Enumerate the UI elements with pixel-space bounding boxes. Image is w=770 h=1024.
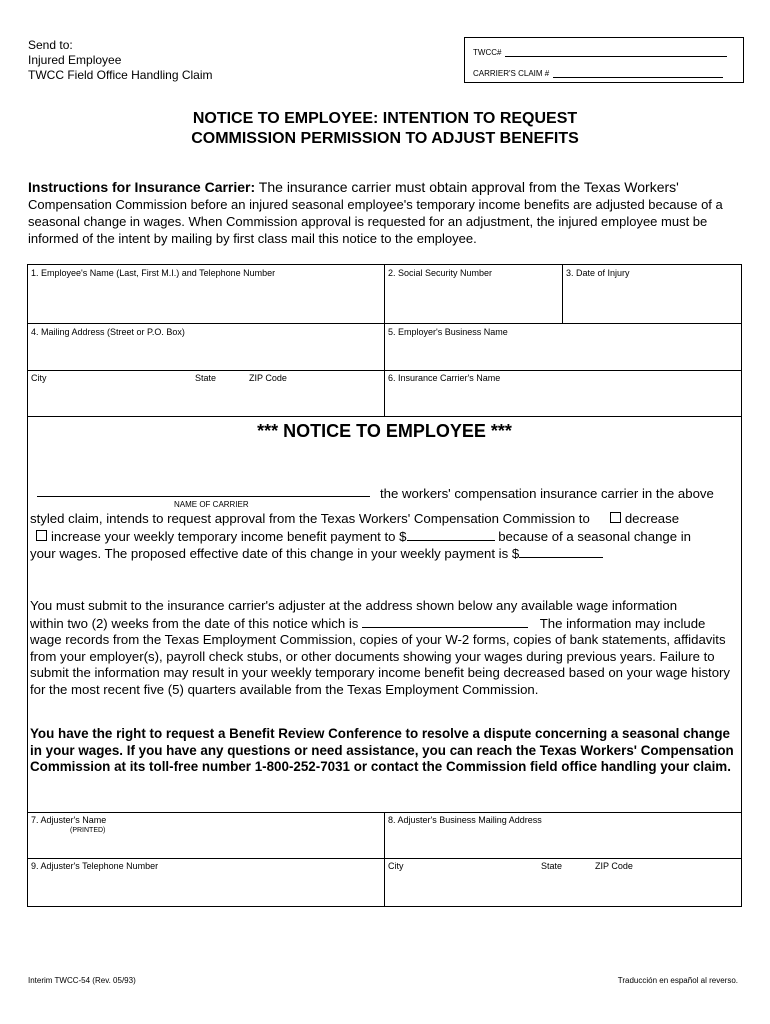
adjuster-name-field[interactable]: 7. Adjuster's Name — [31, 815, 107, 825]
decrease-label: decrease — [624, 511, 680, 526]
notice-approval-sentence — [30, 511, 740, 563]
submit-line3: wage records from the Texas Employment Commission, copies of your W-2 forms, copies of bank statements, affidavits from your employer(s), payroll check stubs, or other documents showing your wages during previous years. Failure to submit the information may result in your weekly temporary income benefit being decreased based on your wage history for the most recent five (5) quarters available from the Texas Employment Commission. — [30, 632, 731, 697]
adjuster-zip-field[interactable]: ZIP Code — [595, 861, 633, 871]
notice-heading: *** NOTICE TO EMPLOYEE *** — [257, 421, 512, 441]
mailing-address-field[interactable]: 4. Mailing Address (Street or P.O. Box) — [31, 327, 185, 337]
adjuster-name-printed-caption: (PRINTED) — [70, 827, 106, 834]
new-payment-amount-field[interactable] — [407, 528, 495, 541]
zip-field[interactable]: ZIP Code — [249, 373, 287, 383]
spanish-translation-note: Traducción en español al reverso. — [617, 976, 738, 985]
ssn-field[interactable]: 2. Social Security Number — [388, 268, 493, 278]
notice-line2: styled claim, intends to request approval from the Texas Workers' Compensation Commission to — [30, 511, 590, 526]
twcc-number-field[interactable] — [505, 48, 727, 57]
send-to-label: Send to: — [28, 38, 73, 52]
carrier-claim-row — [473, 69, 723, 78]
date-of-injury-field[interactable]: 3. Date of Injury — [566, 268, 630, 278]
adjuster-city-field[interactable]: City — [388, 861, 404, 871]
claim-number-box — [464, 37, 744, 83]
seasonal-label: because of a seasonal change in — [498, 528, 692, 544]
office-label: TWCC Field Office Handling Claim — [28, 68, 213, 82]
form-grid — [27, 264, 742, 907]
adjuster-state-field[interactable]: State — [541, 861, 563, 871]
form-id: Interim TWCC-54 (Rev. 05/93) — [28, 976, 136, 985]
send-to-block — [28, 38, 213, 83]
increase-checkbox[interactable] — [36, 530, 47, 541]
instructions-text2: Compensation Commission before an injured seasonal employee's temporary income benefits are adjusted because of a seasonal change in wages. When Commission approval is requested for an adjustment, the injured employee must be informed of the intent by mailing by first class mail this notice to the employee. — [28, 197, 723, 246]
name-of-carrier-caption: NAME OF CARRIER — [174, 500, 249, 509]
instructions-text1: The insurance carrier must obtain approval from the Texas Workers' — [255, 179, 679, 195]
city-field[interactable]: City — [31, 373, 47, 383]
insurance-carrier-field[interactable]: 6. Insurance Carrier's Name — [388, 373, 501, 383]
notice-line1: the workers' compensation insurance carrier in the above — [380, 486, 714, 501]
form-title-line2: COMMISSION PERMISSION TO ADJUST BENEFITS — [191, 130, 579, 147]
increase-label: increase your weekly temporary income benefit payment to $ — [51, 528, 407, 544]
submit-deadline-field[interactable] — [362, 615, 528, 628]
benefit-review-rights: You have the right to request a Benefit Review Conference to resolve a dispute concerning a seasonal change in your wages. If you have any questions or need assistance, you can reach the Texas Workers' Compensation Commission at its toll-free number 1-800-252-7031 or contact the Commission field office handling your claim. — [30, 726, 734, 774]
adjuster-phone-field[interactable]: 9. Adjuster's Telephone Number — [31, 861, 159, 871]
form-title — [0, 109, 770, 149]
submit-line2b: The information may include — [539, 615, 706, 631]
carrier-instructions — [28, 179, 740, 247]
employer-name-field[interactable]: 5. Employer's Business Name — [388, 327, 508, 337]
recipient-label: Injured Employee — [28, 53, 122, 67]
decrease-checkbox[interactable] — [610, 512, 621, 523]
carrier-name-line[interactable] — [37, 496, 370, 497]
adjuster-address-field[interactable]: 8. Adjuster's Business Mailing Address — [388, 815, 542, 825]
submit-line1: You must submit to the insurance carrier's adjuster at the address shown below any available wage information — [30, 598, 678, 613]
carrier-claim-field[interactable] — [553, 69, 723, 78]
employee-name-field[interactable]: 1. Employee's Name (Last, First M.I.) and Telephone Number — [31, 268, 276, 278]
twcc-number-label: TWCC# — [473, 48, 502, 57]
carrier-claim-label: CARRIER'S CLAIM # — [473, 69, 550, 78]
state-field[interactable]: State — [195, 373, 217, 383]
instructions-heading: Instructions for Insurance Carrier: — [28, 179, 256, 195]
twcc-number-row — [473, 48, 727, 57]
submit-line2a: within two (2) weeks from the date of this notice which is — [30, 615, 359, 631]
effective-date-field[interactable] — [519, 545, 603, 558]
notice-line4: your wages. The proposed effective date of this change in your weekly payment is $ — [30, 546, 520, 561]
form-title-line1: NOTICE TO EMPLOYEE: INTENTION TO REQUEST — [192, 110, 578, 127]
submit-wage-info-paragraph — [30, 598, 740, 698]
